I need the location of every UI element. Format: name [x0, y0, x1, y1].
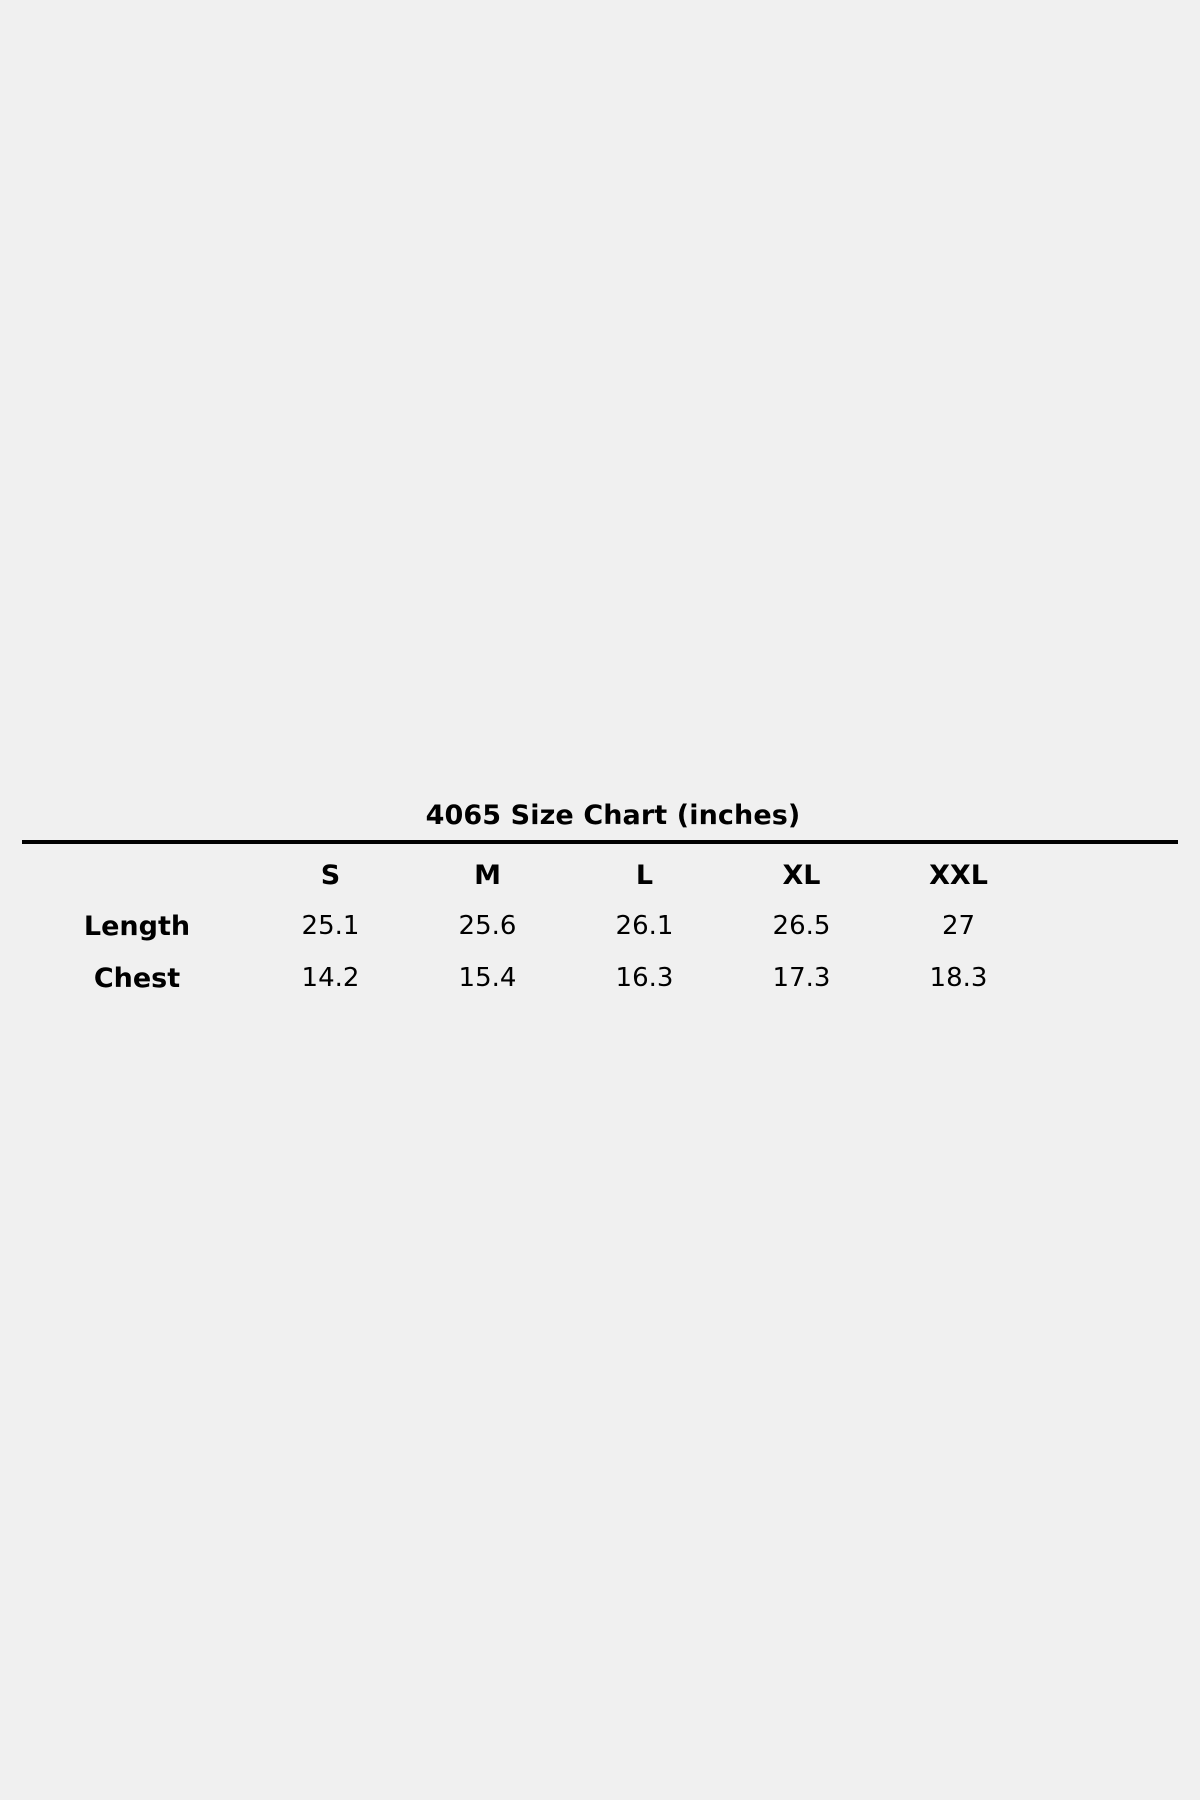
- table-corner-cell: [22, 844, 252, 900]
- cell-length-xl: 26.5: [772, 911, 831, 941]
- column-header-l: L: [635, 859, 654, 891]
- table-row: [22, 952, 1200, 1004]
- cell-length-l: 26.1: [615, 911, 674, 941]
- spacer-cell: [1037, 952, 1200, 1004]
- spacer-cell: [1037, 844, 1200, 900]
- spacer-cell: [1037, 900, 1200, 952]
- column-header-xxl: XXL: [929, 859, 988, 891]
- row-header-chest: Chest: [93, 962, 181, 994]
- row-header-length: Length: [83, 910, 191, 942]
- column-header-s: S: [320, 859, 341, 891]
- cell-chest-s: 14.2: [301, 963, 360, 993]
- cell-length-s: 25.1: [301, 911, 360, 941]
- column-header-m: M: [474, 859, 501, 891]
- cell-chest-l: 16.3: [615, 963, 674, 993]
- column-header-xl: XL: [782, 859, 821, 891]
- table-row: [22, 900, 1200, 952]
- cell-length-m: 25.6: [458, 911, 517, 941]
- size-chart-block: [0, 800, 1200, 1004]
- chart-title: 4065 Size Chart (inches): [425, 800, 801, 831]
- cell-chest-m: 15.4: [458, 963, 517, 993]
- cell-chest-xxl: 18.3: [929, 963, 988, 993]
- cell-chest-xl: 17.3: [772, 963, 831, 993]
- cell-length-xxl: 27: [941, 911, 976, 941]
- table-header-row: [22, 844, 1200, 900]
- size-chart-table: [22, 844, 1200, 1004]
